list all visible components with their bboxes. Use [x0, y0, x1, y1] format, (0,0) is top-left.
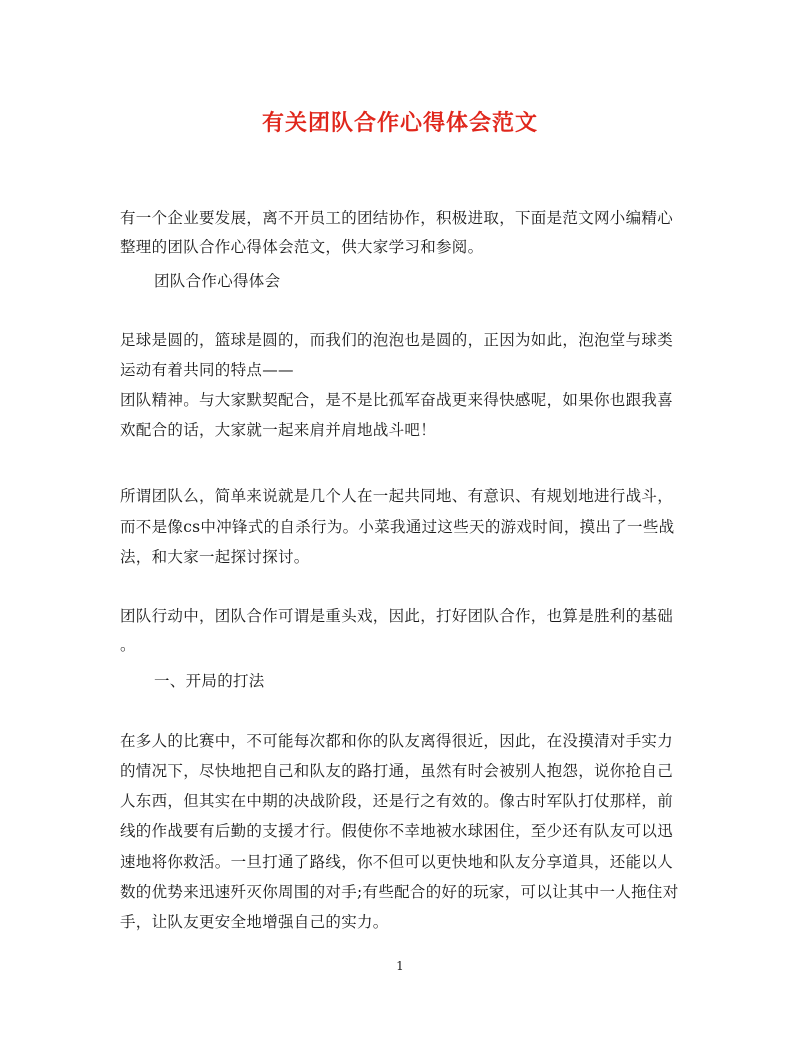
paragraph-line: 速地将你救活。一旦打通了路线，你不但可以更快地和队友分享道具，还能以人 [120, 853, 674, 871]
paragraph-line: 运动有着共同的特点—— [120, 361, 294, 379]
paragraph-line: 欢配合的话，大家就一起来肩并肩地战斗吧！ [120, 421, 437, 439]
paragraph-line: 线的作战要有后勤的支援才行。假使你不幸地被水球困住，至少还有队友可以迅 [120, 822, 674, 840]
paragraph-line: 团队行动中，团队合作可谓是重头戏，因此，打好团队合作，也算是胜利的基础 [120, 607, 674, 625]
paragraph-line: 在多人的比赛中，不可能每次都和你的队友离得很近，因此，在没摸清对手实力 [120, 732, 674, 750]
paragraph-line: 的情况下，尽快地把自己和队友的路打通，虽然有时会被别人抱怨，说你抢自己 [120, 762, 674, 780]
intro-line: 整理的团队合作心得体会范文，供大家学习和参阅。 [120, 238, 484, 256]
paragraph-line: 足球是圆的，篮球是圆的，而我们的泡泡也是圆的，正因为如此，泡泡堂与球类 [120, 331, 674, 349]
paragraph-line: 团队精神。与大家默契配合，是不是比孤军奋战更来得快感呢，如果你也跟我喜 [120, 391, 674, 409]
paragraph-line: 所谓团队么，简单来说就是几个人在一起共同地、有意识、有规划地进行战斗， [120, 487, 674, 505]
paragraph-line: 手，让队友更安全地增强自己的实力。 [120, 913, 389, 931]
paragraph-line: 人东西，但其实在中期的决战阶段，还是行之有效的。像古时军队打仗那样，前 [120, 792, 674, 810]
document-title: 有关团队合作心得体会范文 [261, 110, 538, 136]
section-heading: 一、开局的打法 [154, 672, 265, 690]
page-number: 1 [396, 959, 404, 973]
paragraph-line: 而不是像cs中冲锋式的自杀行为。小菜我通过这些天的游戏时间，摸出了一些战 [120, 518, 675, 536]
intro-line: 有一个企业要发展，离不开员工的团结协作，积极进取，下面是范文网小编精心 [120, 209, 674, 227]
paragraph-line: 。 [120, 636, 136, 654]
paragraph-line: 法，和大家一起探讨探讨。 [120, 548, 310, 566]
subheading: 团队合作心得体会 [154, 272, 281, 290]
paragraph-line: 数的优势来迅速歼灭你周围的对手;有些配合的好的玩家，可以让其中一人拖住对 [120, 883, 679, 901]
